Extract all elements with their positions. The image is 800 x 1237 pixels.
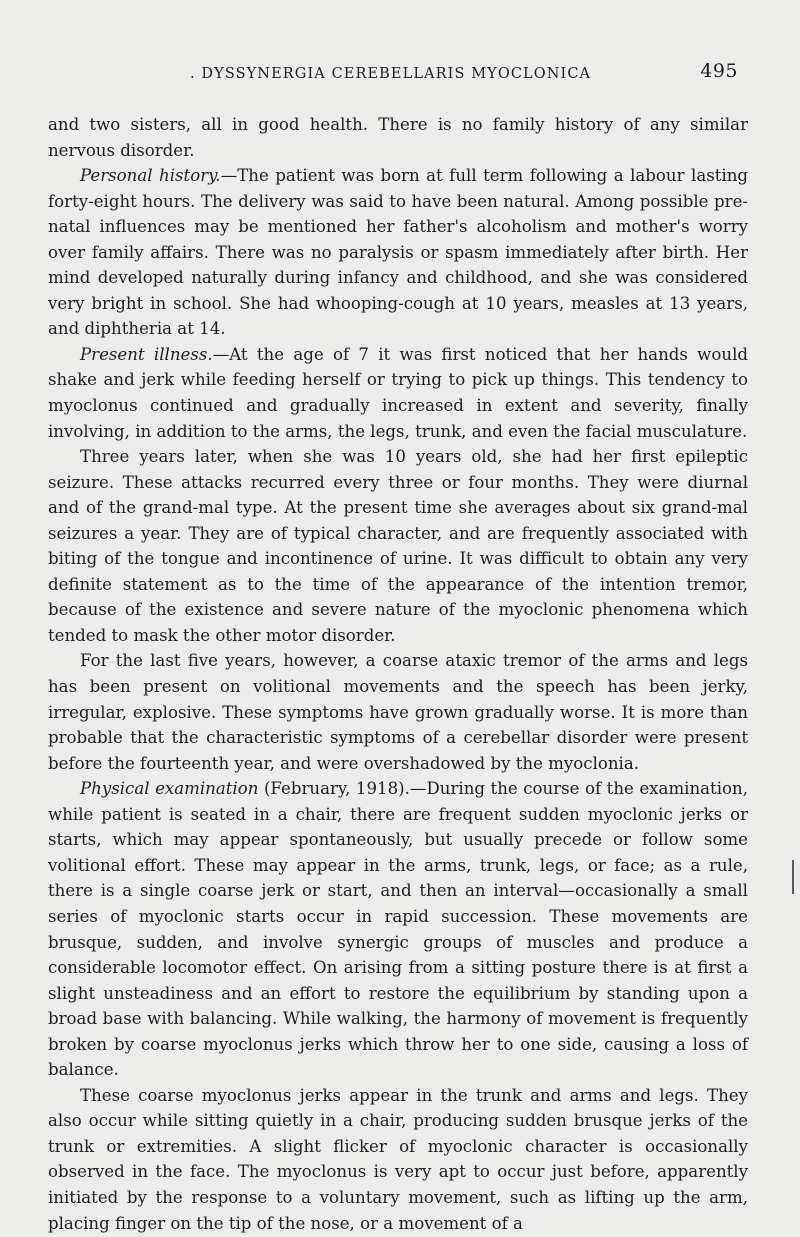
paragraph-text: —The patient was born at full term following a labour lasting forty-eight hours. The delivery was said to have been natural. Among possible pre-natal influences may be mentioned her father's alcoholism and mother's worry over family affairs. There was no paralysis or spasm immediately after birth. Her mind developed naturally during infancy and childhood, and she was considered very bright in school. She had whooping-cough at 10 years, measles at 13 years, and diphtheria at 14. [48,166,749,339]
paragraph-present-illness [48,342,748,444]
paragraph-physical-examination [48,776,748,1083]
paragraph-text: These coarse myoclonus jerks appear in the trunk and arms and legs. They also occur while sitting quietly in a chair, producing sudden brusque jerks of the trunk or extremities. A slight flicker of myoclonic character is occasionally observed in the face. The myoclonus is very apt to occur just before, apparently initiated by the response to a voluntary movement, such as lifting up the arm, placing finger on the tip of the nose, or a movement of a [48,1085,748,1233]
body-text [48,112,748,1236]
page-header [40,60,738,90]
running-title: . DYSSYNERGIA CEREBELLARIS MYOCLONICA [190,66,592,82]
paragraph-text: For the last five years, however, a coarse ataxic tremor of the arms and legs has been present on volitional movements and the speech has been jerky, irregular, explosive. These symptoms have grown gradually worse. It is more than probable that the characteristic symptoms of a cerebellar disorder were present before the fourteenth year, and were overshadowed by the myoclonia. [48,651,748,773]
paragraph-ataxic-tremor [48,648,748,776]
paragraph-text: —At the age of 7 it was first noticed that her hands would shake and jerk while feeding herself or trying to pick up things. This tendency to myoclonus continued and gradually increased in extent and severity, finally involving, in addition to the arms, the legs, trunk, and even the facial musculature. [48,344,748,441]
paragraph-myoclonus-jerks [48,1083,748,1236]
section-heading-present-illness: Present illness. [80,344,213,364]
paragraph-text: (February, 1918).—During the course of the examination, while patient is seated in a chair, there are frequent sudden myoclonic jerks or starts, which may appear spontaneously, but usually precede or follow some volitional effort. These may appear in the arms, trunk, legs, or face; as a rule, there is a single coarse jerk or start, and then an interval—occasionally a small series of myoclonic starts occur in rapid succession. These movements are brusque, sudden, and involve synergic groups of muscles and produce a considerable locomotor effect. On arising from a sitting posture there is at first a slight unsteadiness and an effort to restore the equilibrium by standing upon a broad base with balancing. While walking, the harmony of movement is frequently broken by coarse myoclonus jerks which throw her to one side, causing a loss of balance. [48,779,748,1080]
paragraph-personal-history [48,163,748,342]
paragraph-text: and two sisters, all in good health. There is no family history of any similar nervous disorder. [48,115,748,160]
section-heading-personal-history: Personal history. [80,166,221,186]
paragraph-seizures [48,444,748,648]
page-number: 495 [700,60,738,82]
paragraph-text: Three years later, when she was 10 years old, she had her first epileptic seizure. These attacks recurred every three or four months. They were diurnal and of the grand-mal type. At the present time she averages about six grand-mal seizures a year. They are of typical character, and are frequently associated with biting of the tongue and incontinence of urine. It was difficult to obtain any very definite statement as to the time of the appearance of the intention tremor, because of the existence and severe nature of the myoclonic phenomena which tended to mask the other motor disorder. [48,447,748,645]
section-heading-physical-examination: Physical examination [80,779,259,799]
page-edge-mark [792,860,794,894]
paragraph-family-history [48,112,748,163]
